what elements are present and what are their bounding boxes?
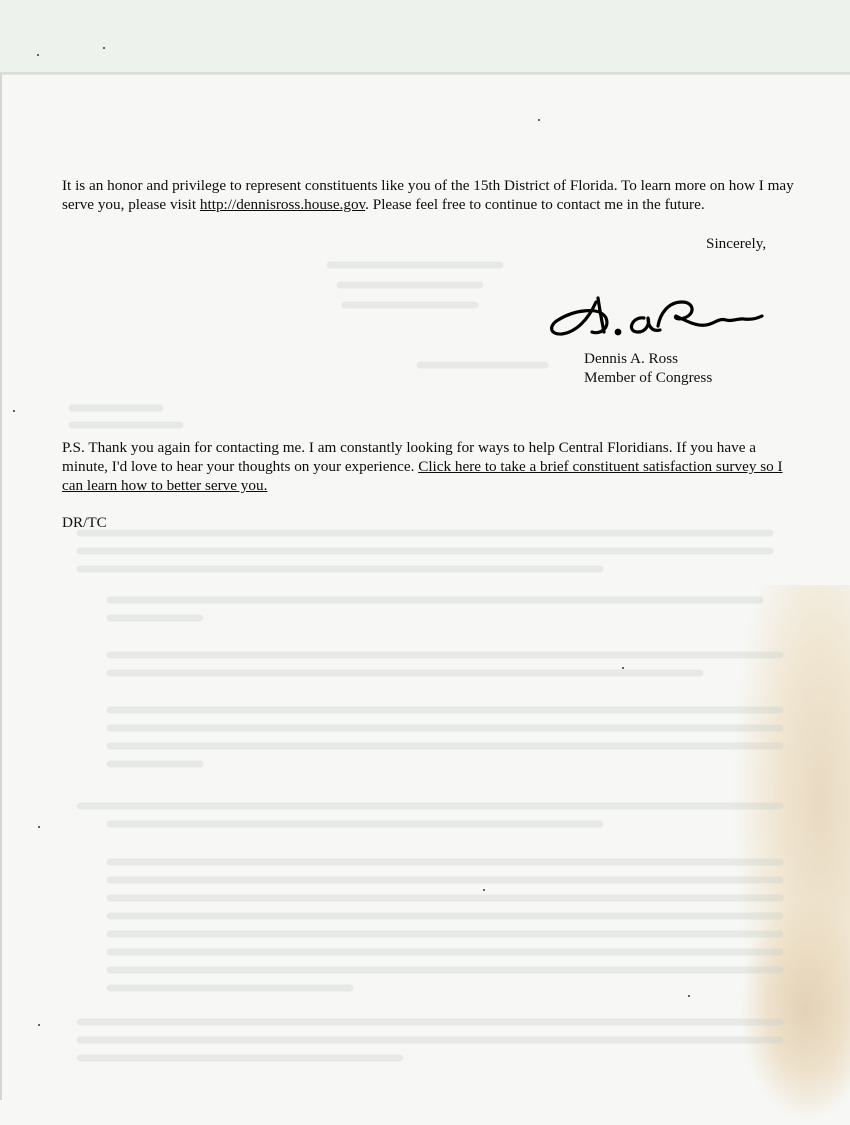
dust-speck (38, 1024, 40, 1026)
letter-body-paragraph (62, 176, 797, 214)
postscript-text: P.S. Thank you again for contacting me. I am constantly looking for ways to help Central Floridians. If you have a minute, I'd love to hear your thoughts on your experience. (62, 439, 756, 475)
dust-speck (37, 54, 39, 56)
dust-speck (688, 995, 690, 997)
dust-speck (13, 410, 15, 412)
letter-body-text-end: . Please feel free to continue to contact me in the future. (365, 196, 705, 213)
signer-name: Dennis A. Ross (584, 350, 679, 367)
signer-title: Member of Congress (584, 369, 713, 386)
postscript-paragraph (62, 438, 797, 495)
dust-speck (483, 889, 485, 891)
letter-closing: Sincerely, (706, 235, 767, 252)
survey-link[interactable]: Click here to take a brief constituent satisfaction survey so I can learn how to better serve you. (62, 458, 783, 494)
dust-speck (622, 667, 624, 669)
handwritten-signature (548, 288, 768, 348)
website-link[interactable]: http://dennisross.house.gov (199, 196, 366, 213)
typist-initials: DR/TC (62, 514, 107, 531)
dust-speck (538, 119, 540, 121)
letter-body-text: It is an honor and privilege to represent constituents like you of the 15th District of Florida. To learn more on how I may serve you, please visit (62, 177, 794, 213)
dust-speck (103, 47, 105, 49)
dust-speck (38, 826, 40, 828)
